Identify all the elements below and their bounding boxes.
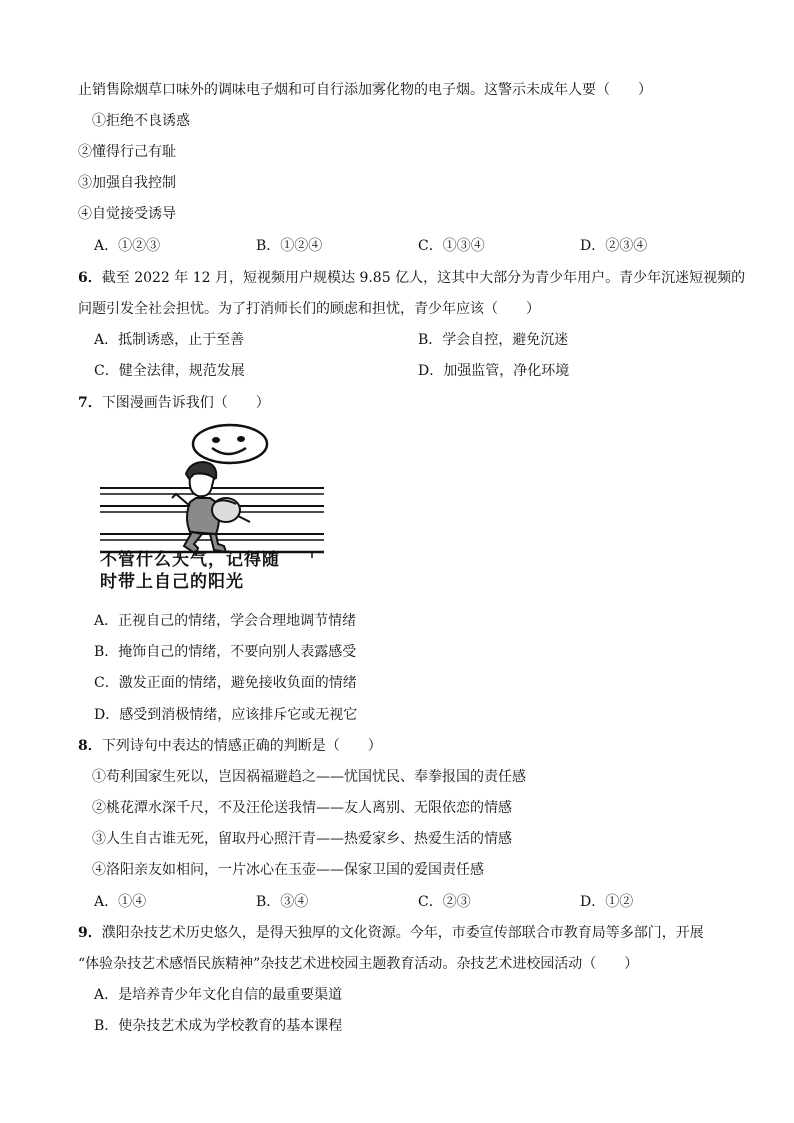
q7-option-b: B．掩饰自己的情绪，不要向别人表露感受 — [94, 644, 357, 660]
q9-stem-line-2: “体验杂技艺术感悟民族精神”杂技艺术进校园主题教育活动。杂技艺术进校园活动（ ） — [78, 956, 639, 972]
q5-item-1: ①拒绝不良诱惑 — [92, 113, 190, 129]
q6-stem-text-1: 截至 2022 年 12 月，短视频用户规模达 9.85 亿人，这其中大部分为青少年用户。青少年沉迷短视频的 — [101, 270, 746, 286]
cartoon-caption-line-1: 不管什么天气，记得随 — [100, 550, 280, 570]
q8-option-d: D．①② — [580, 894, 634, 910]
q5-item-4: ④自觉接受诱导 — [78, 206, 176, 222]
q9-stem-line-1 — [78, 923, 704, 943]
q6-number: 6． — [78, 270, 102, 286]
q8-option-b: B．③④ — [256, 894, 309, 910]
q7-number: 7． — [78, 395, 102, 411]
q7-option-d: D．感受到消极情绪，应该排斥它或无视它 — [94, 707, 358, 723]
q6-stem-line-1 — [78, 268, 745, 288]
q8-item-2: ②桃花潭水深千尺，不及汪伦送我情——友人离别、无限依恋的情感 — [92, 800, 512, 816]
q8-option-c: C．②③ — [418, 894, 471, 910]
q6-stem-line-2: 问题引发全社会担忧。为了打消师长们的顾虑和担忧，青少年应该（ ） — [78, 301, 540, 317]
cartoon-caption-line-2: 时带上自己的阳光 — [100, 572, 244, 592]
q8-item-3: ③人生自古谁无死，留取丹心照汗青——热爱家乡、热爱生活的情感 — [92, 831, 512, 847]
q7-stem-line — [78, 393, 270, 413]
q7-stem-text: 下图漫画告诉我们（ ） — [101, 395, 270, 411]
q5-option-a: A．①②③ — [94, 238, 161, 254]
q5-stem-tail: 止销售除烟草口味外的调味电子烟和可自行添加雾化物的电子烟。这警示未成年人要（ ） — [78, 82, 652, 98]
q9-option-a: A．是培养青少年文化自信的最重要渠道 — [94, 987, 343, 1003]
q5-item-3: ③加强自我控制 — [78, 175, 176, 191]
q6-option-a: A．抵制诱惑，止于至善 — [94, 332, 245, 348]
q8-option-a: A．①④ — [94, 894, 147, 910]
q6-option-c: C．健全法律，规范发展 — [94, 363, 245, 379]
q8-item-4: ④洛阳亲友如相问，一片冰心在玉壶——保家卫国的爱国责任感 — [92, 862, 484, 878]
q5-item-2: ②懂得行己有耻 — [78, 144, 176, 160]
q7-option-c: C．激发正面的情绪，避免接收负面的情绪 — [94, 675, 357, 691]
q6-option-d: D．加强监管，净化环境 — [418, 363, 570, 379]
q8-stem-line — [78, 736, 382, 756]
q8-number: 8． — [78, 738, 102, 754]
q6-option-b: B．学会自控，避免沉迷 — [418, 332, 569, 348]
q9-stem-text-1: 濮阳杂技艺术历史悠久，是得天独厚的文化资源。今年，市委宣传部联合市教育局等多部门，开展 — [101, 925, 704, 941]
q9-number: 9． — [78, 925, 102, 941]
q8-item-1: ①苟利国家生死以，岂因祸福避趋之——忧国忧民、奉拳报国的责任感 — [92, 769, 526, 785]
q5-option-d: D．②③④ — [580, 238, 648, 254]
smiley-sun-icon — [193, 425, 267, 463]
q5-option-c: C．①③④ — [418, 238, 485, 254]
q9-option-b: B．使杂技艺术成为学校教育的基本课程 — [94, 1018, 343, 1034]
q8-stem-text: 下列诗句中表达的情感正确的判断是（ ） — [101, 738, 382, 754]
q7-option-a: A．正视自己的情绪，学会合理地调节情绪 — [94, 613, 357, 629]
q5-option-b: B．①②④ — [256, 238, 323, 254]
